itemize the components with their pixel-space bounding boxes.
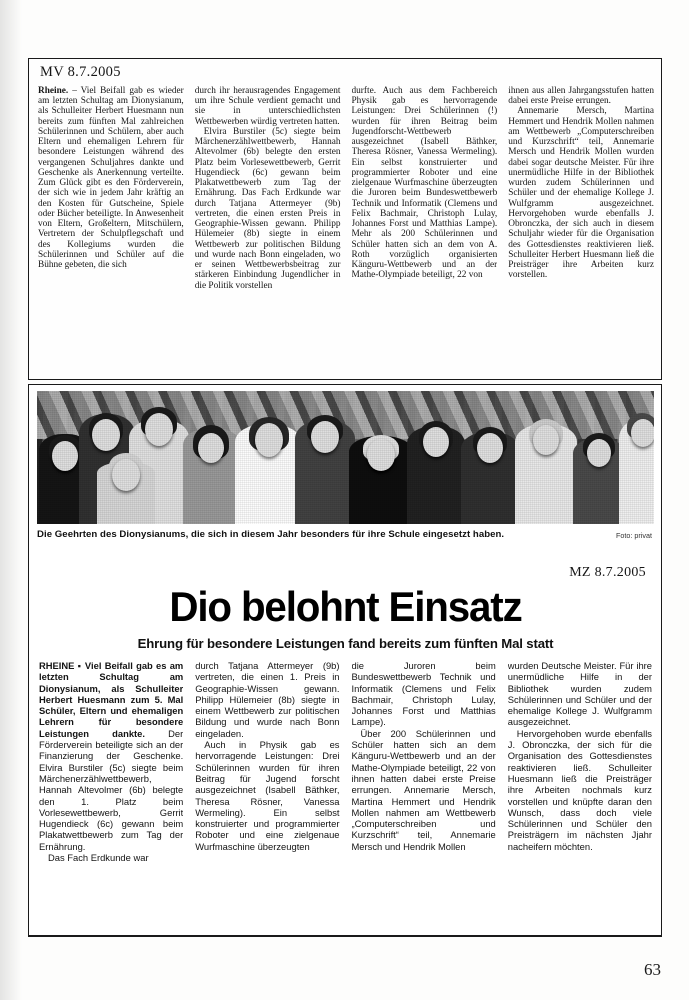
clipping-top-column-2-para-2: Elvira Burstiler (5c) siegte beim Märchenerzählwettbewerb, Hannah Altevolmer (6b) belegte den ersten Platz beim Vorlesewettbewerb, Gerrit Hugendieck (6c) gewann beim Plakatwettbewerb zum Tag der Ernährung. Das Fach Erdkunde war durch Tatjana Attermeyer (9b) vertreten, die einen ersten Preis in Geographie-Wissen gewann. Philipp Hülemeier (8b) siegte in einem Wettbewerb zur politischen Bildung und wurde nach Bonn eingeladen, wo er seinen Wettbewerbsbeitrag zur stärkeren Einbindung Jugendlicher in die Politik vorstellen bbox=[194, 126, 341, 291]
clipping-top-column-4-para-1: ihnen aus allen Jahrgangsstufen hatten dabei erste Preise errungen. bbox=[508, 85, 654, 107]
clipping-top-column-2 bbox=[195, 86, 341, 364]
clipping-top-column-3-para-1: durfte. Auch aus dem Fachbereich Physik gab es hervorragende Leistungen: Drei Schülerinnen (!) wurden für ihren Beitrag beim Jugendforscht-Wettbewerb ausgezeichnet (Isabell Bäthker, Theresa Rösner, Vanessa Wermeling). Ein selbst konstruierter und programmierter Roboter und eine zielgenaue Wurfmaschine überzeugten die Juroren beim Bundeswettbewerb Technik und Informatik (Clemens und Felix Bachmair, Christoph Lulay, Johannes Forst und Matthias Lampe). Mehr als 200 Schülerinnen und Schüler hatten sich an dem von A. Roth vorzüglich organisierten Känguru-Wettbewerb und an der Mathe-Olympiade beteiligt, 22 von bbox=[351, 85, 498, 281]
clipping-top-column-3 bbox=[352, 86, 498, 364]
clipping-bottom-source: MZ 8.7.2005 bbox=[569, 565, 646, 580]
photo-caption-row bbox=[37, 529, 654, 540]
clipping-top-column-1-text: – Viel Beifall gab es wieder am letzten Schultag am Dionysianum, als Schulleiter Herbert Huesmann nun bereits zum fünften Mal zahlreichen Schülerinnen und Schülern, aber auch Eltern und ehemaligen Lehrern für besondere Leistungen während des vergangenen Schuljahres dankte und Geschenke als Anerkennung verteilte. Zum Glück gibt es den Förderverein, der sich wie in jedem Jahr kräftig an den Kosten für Gutscheine, Spiele oder Bücher beteiligte. In Anwesenheit von Eltern, Großeltern, Mitschülern, Vertretern der Schulpflegschaft und des Kollegiums wurden die Schülerinnen und Schüler auf die Bühne gebeten, die sich bbox=[38, 85, 184, 271]
clipping-bottom-column-1-text: Der Förderverein beteiligte sich an der Finanzierung der Geschenke. Elvira Burstiler (5c) siegte beim Märchenerzählwettbewerb, Hannah Altevolmer (6b) belegte den 1. Platz beim Vorlesewettbewerb, Gerrit Hugendieck (6c) gewann beim Plakatwettbewerb zum Tag der Ernährung. bbox=[39, 727, 184, 852]
clipping-bottom-column-4-para-2: Hervorgehoben wurde ebenfalls J. Obronczka, der sich für die Organisation des Gottesdienstes reaktivieren ließ. Schulleiter Huesmann ließ die Preisträger ihre Arbeiten nochmals kurz vorstellen und knüpfte daran den Wunsch, dass doch viele Schülerinnen und Schüler den Preisträgern im nächsten Jjahr nacheifern möchten. bbox=[507, 727, 652, 852]
clipping-bottom-column-3-para-2: Über 200 Schülerinnen und Schüler hatten sich an dem Känguru-Wettbewerb und an der Mathe-Olympiade beteiligt, 22 von ihnen hatten dabei erste Preise errungen. Annemarie Mersch, Martina Hemmert und Hendrik Mollen nahmen am Wettbewerb „Computerschreiben und Kurzschrift“ teil, Annemarie Mersch und Hendrik Mollen bbox=[351, 727, 496, 852]
clipping-top-source: MV 8.7.2005 bbox=[40, 64, 121, 80]
photo-halftone-grain bbox=[37, 391, 654, 524]
clipping-bottom-lead: Viel Beifall gab es am letzten Schultag am Dionysianum, als Schulleiter Herbert Huesmann zum 5. Mal Schüler, Eltern und ehemaligen Lehrern für besondere Leistungen dankte. bbox=[39, 660, 184, 739]
clipping-top-column-4-para-2: Annemarie Mersch, Martina Hemmert und Hendrik Mollen nahmen am Wettbewerb „Computerschreiben und Kurzschrift“ teil, Annemarie Mersch und Hendrik Mollen wurden dabei sogar deutsche Meister. Für ihre unermüdliche Hilfe in der Bibliothek wurden zudem Schülerinnen und Schüler und der ehemalige Kollege J. Wulfgramm ausgezeichnet. Hervorgehoben wurde ebenfalls J. Obronczka, der sich auch in diesem Schuljahr wieder für die Organisation des Gottesdienstes reaktivieren ließ. Schulleiter Herbert Huesmann ließ die Preisträger ihre Arbeiten kurz vorstellen. bbox=[508, 106, 654, 281]
dateline-kicker: RHEINE ▪ bbox=[39, 660, 82, 671]
page-number: 63 bbox=[644, 960, 661, 979]
photo-caption: Die Geehrten des Dionysianums, die sich in diesem Jahr besonders für ihre Schule eingesetzt haben. bbox=[37, 529, 505, 540]
clipping-bottom-column-3-para-1: die Juroren beim Bundeswettbewerb Technik und Informatik (Clemens und Felix Bachmair, Christoph Lulay, Johannes Forst und Matthias Lampe). bbox=[351, 660, 496, 728]
group-photo-image bbox=[37, 391, 654, 524]
clipping-bottom-column-3 bbox=[352, 660, 496, 918]
clipping-bottom-column-1-para-2: Das Fach Erdkunde war bbox=[48, 852, 149, 864]
lead-city-label: Rheine. bbox=[38, 85, 69, 96]
clipping-bottom-column-2-para-2: Auch in Physik gab es hervorragende Leistungen: Drei Schülerinnen wurden für ihren Beitrag für Jugend forscht ausgezeichnet (Isabell Bäthker, Theresa Rösner, Vanessa Wermeling). Ein selbst konstruierter und programmierter Roboter und eine zielgenaue Wurfmaschine überzeugten bbox=[195, 739, 340, 852]
clipping-bottom-column-2 bbox=[195, 660, 339, 918]
clipping-top-column-2-para-1: durch ihr herausragendes Engagement um ihre Schule verdient gemacht und sie in unterschiedlichsten Wettbewerben würdig vertreten hatten. bbox=[194, 85, 341, 127]
clipping-top-column-1 bbox=[38, 86, 184, 364]
article-headline: Dio belohnt Einsatz bbox=[169, 583, 522, 630]
clipping-top-mv bbox=[28, 58, 662, 380]
clipping-top-columns bbox=[38, 86, 654, 364]
scan-edge-shadow bbox=[0, 0, 22, 1000]
clipping-bottom-column-4 bbox=[508, 660, 652, 918]
clipping-photo-block bbox=[28, 384, 662, 559]
clipping-bottom-column-1 bbox=[39, 660, 183, 918]
clipping-bottom-mz bbox=[28, 559, 662, 937]
clipping-bottom-column-2-para-1: durch Tatjana Attermeyer (9b) vertreten, die einen 1. Preis in Geographie-Wissen gewann. Philipp Hülemeier (8b) siegte in einem Wettbewerb zur politischen Bildung und wurde nach Bonn eingeladen. bbox=[195, 660, 340, 739]
article-subheadline: Ehrung für besondere Leistungen fand bereits zum fünften Mal statt bbox=[137, 636, 554, 651]
clipping-bottom-columns bbox=[39, 660, 652, 918]
photo-credit: Foto: privat bbox=[616, 530, 652, 540]
clipping-bottom-column-4-para-1: wurden Deutsche Meister. Für ihre unermüdliche Hilfe in der Bibliothek wurden zudem Schülerinnen und Schüler und der ehemalige Kollege J. Wulfgramm ausgezeichnet. bbox=[507, 660, 652, 728]
clipping-top-column-4 bbox=[508, 86, 654, 364]
